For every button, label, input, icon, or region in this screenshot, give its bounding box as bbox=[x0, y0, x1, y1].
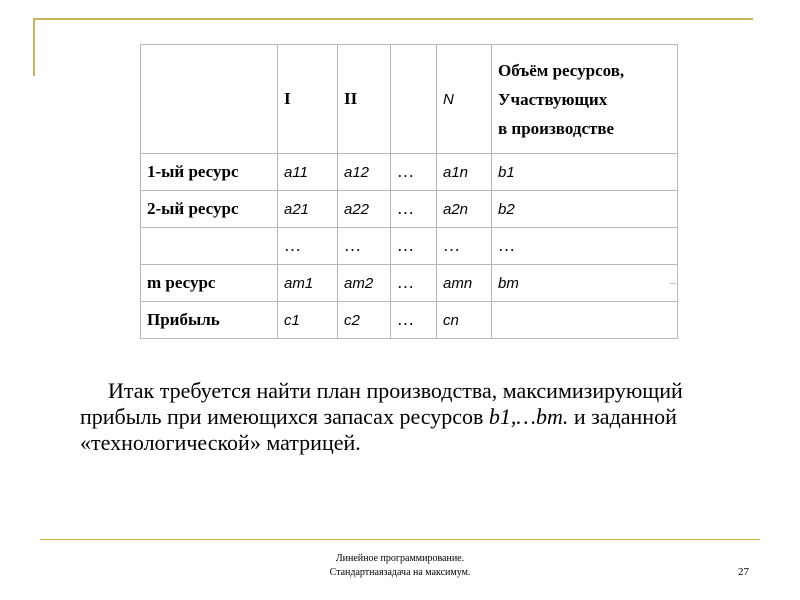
table-cell: … bbox=[278, 228, 338, 265]
row-label: 2-ый ресурс bbox=[141, 191, 278, 228]
slide-footer bbox=[260, 552, 540, 580]
paragraph-text: Итак требуется найти план производства, максимизирующий прибыль при имеющихся запасах ресурсов bbox=[80, 378, 683, 429]
table-cell: … bbox=[437, 228, 492, 265]
table-cell bbox=[492, 302, 678, 339]
table-cell: am2 bbox=[338, 265, 391, 302]
header-cell: N bbox=[437, 45, 492, 154]
header-line: в производстве bbox=[498, 118, 615, 138]
header-cell bbox=[391, 45, 437, 154]
bottom-decor-line bbox=[40, 539, 760, 540]
header-line: Участвующих bbox=[498, 89, 608, 109]
table-cell: a2n bbox=[437, 191, 492, 228]
table-cell: a1n bbox=[437, 154, 492, 191]
table-cell: … bbox=[391, 228, 437, 265]
row-label bbox=[141, 228, 278, 265]
table-cell: cn bbox=[437, 302, 492, 339]
header-cell bbox=[141, 45, 278, 154]
table-cell: a21 bbox=[278, 191, 338, 228]
table-cell: bm bbox=[492, 265, 678, 302]
table-cell: … bbox=[391, 265, 437, 302]
table-row bbox=[141, 228, 678, 265]
page-number: 27 bbox=[738, 566, 749, 578]
header-cell: II bbox=[338, 45, 391, 154]
header-resource-volume bbox=[492, 45, 678, 154]
footer-line: Стандартнаязадача на максимум. bbox=[329, 567, 471, 578]
table-row bbox=[141, 302, 678, 339]
row-label: m ресурс bbox=[141, 265, 278, 302]
table-cell: a12 bbox=[338, 154, 391, 191]
resource-table bbox=[140, 44, 678, 339]
header-line: Объём ресурсов, bbox=[498, 60, 625, 80]
body-paragraph bbox=[80, 378, 760, 456]
table-cell: c1 bbox=[278, 302, 338, 339]
left-decor-line bbox=[33, 18, 35, 76]
table-cell: … bbox=[391, 302, 437, 339]
table-cell: … bbox=[391, 154, 437, 191]
stray-dash-mark: – bbox=[670, 275, 676, 289]
row-label: Прибыль bbox=[141, 302, 278, 339]
table-cell: am1 bbox=[278, 265, 338, 302]
table-cell: … bbox=[492, 228, 678, 265]
table-cell: amn bbox=[437, 265, 492, 302]
table-header-row bbox=[141, 45, 678, 154]
table-cell: … bbox=[391, 191, 437, 228]
footer-line: Линейное программирование. bbox=[335, 553, 465, 564]
row-label: 1-ый ресурс bbox=[141, 154, 278, 191]
paragraph-variable: b1,…bm. bbox=[488, 404, 569, 429]
table-cell: a22 bbox=[338, 191, 391, 228]
table-cell: b1 bbox=[492, 154, 678, 191]
table-cell: c2 bbox=[338, 302, 391, 339]
table-cell: … bbox=[338, 228, 391, 265]
paragraph-text: и заданной «технологической» матрицей. bbox=[80, 404, 677, 455]
table-cell: b2 bbox=[492, 191, 678, 228]
table-row bbox=[141, 265, 678, 302]
table-row bbox=[141, 154, 678, 191]
header-cell: I bbox=[278, 45, 338, 154]
table-cell: a11 bbox=[278, 154, 338, 191]
top-decor-line bbox=[33, 18, 753, 20]
table-row bbox=[141, 191, 678, 228]
